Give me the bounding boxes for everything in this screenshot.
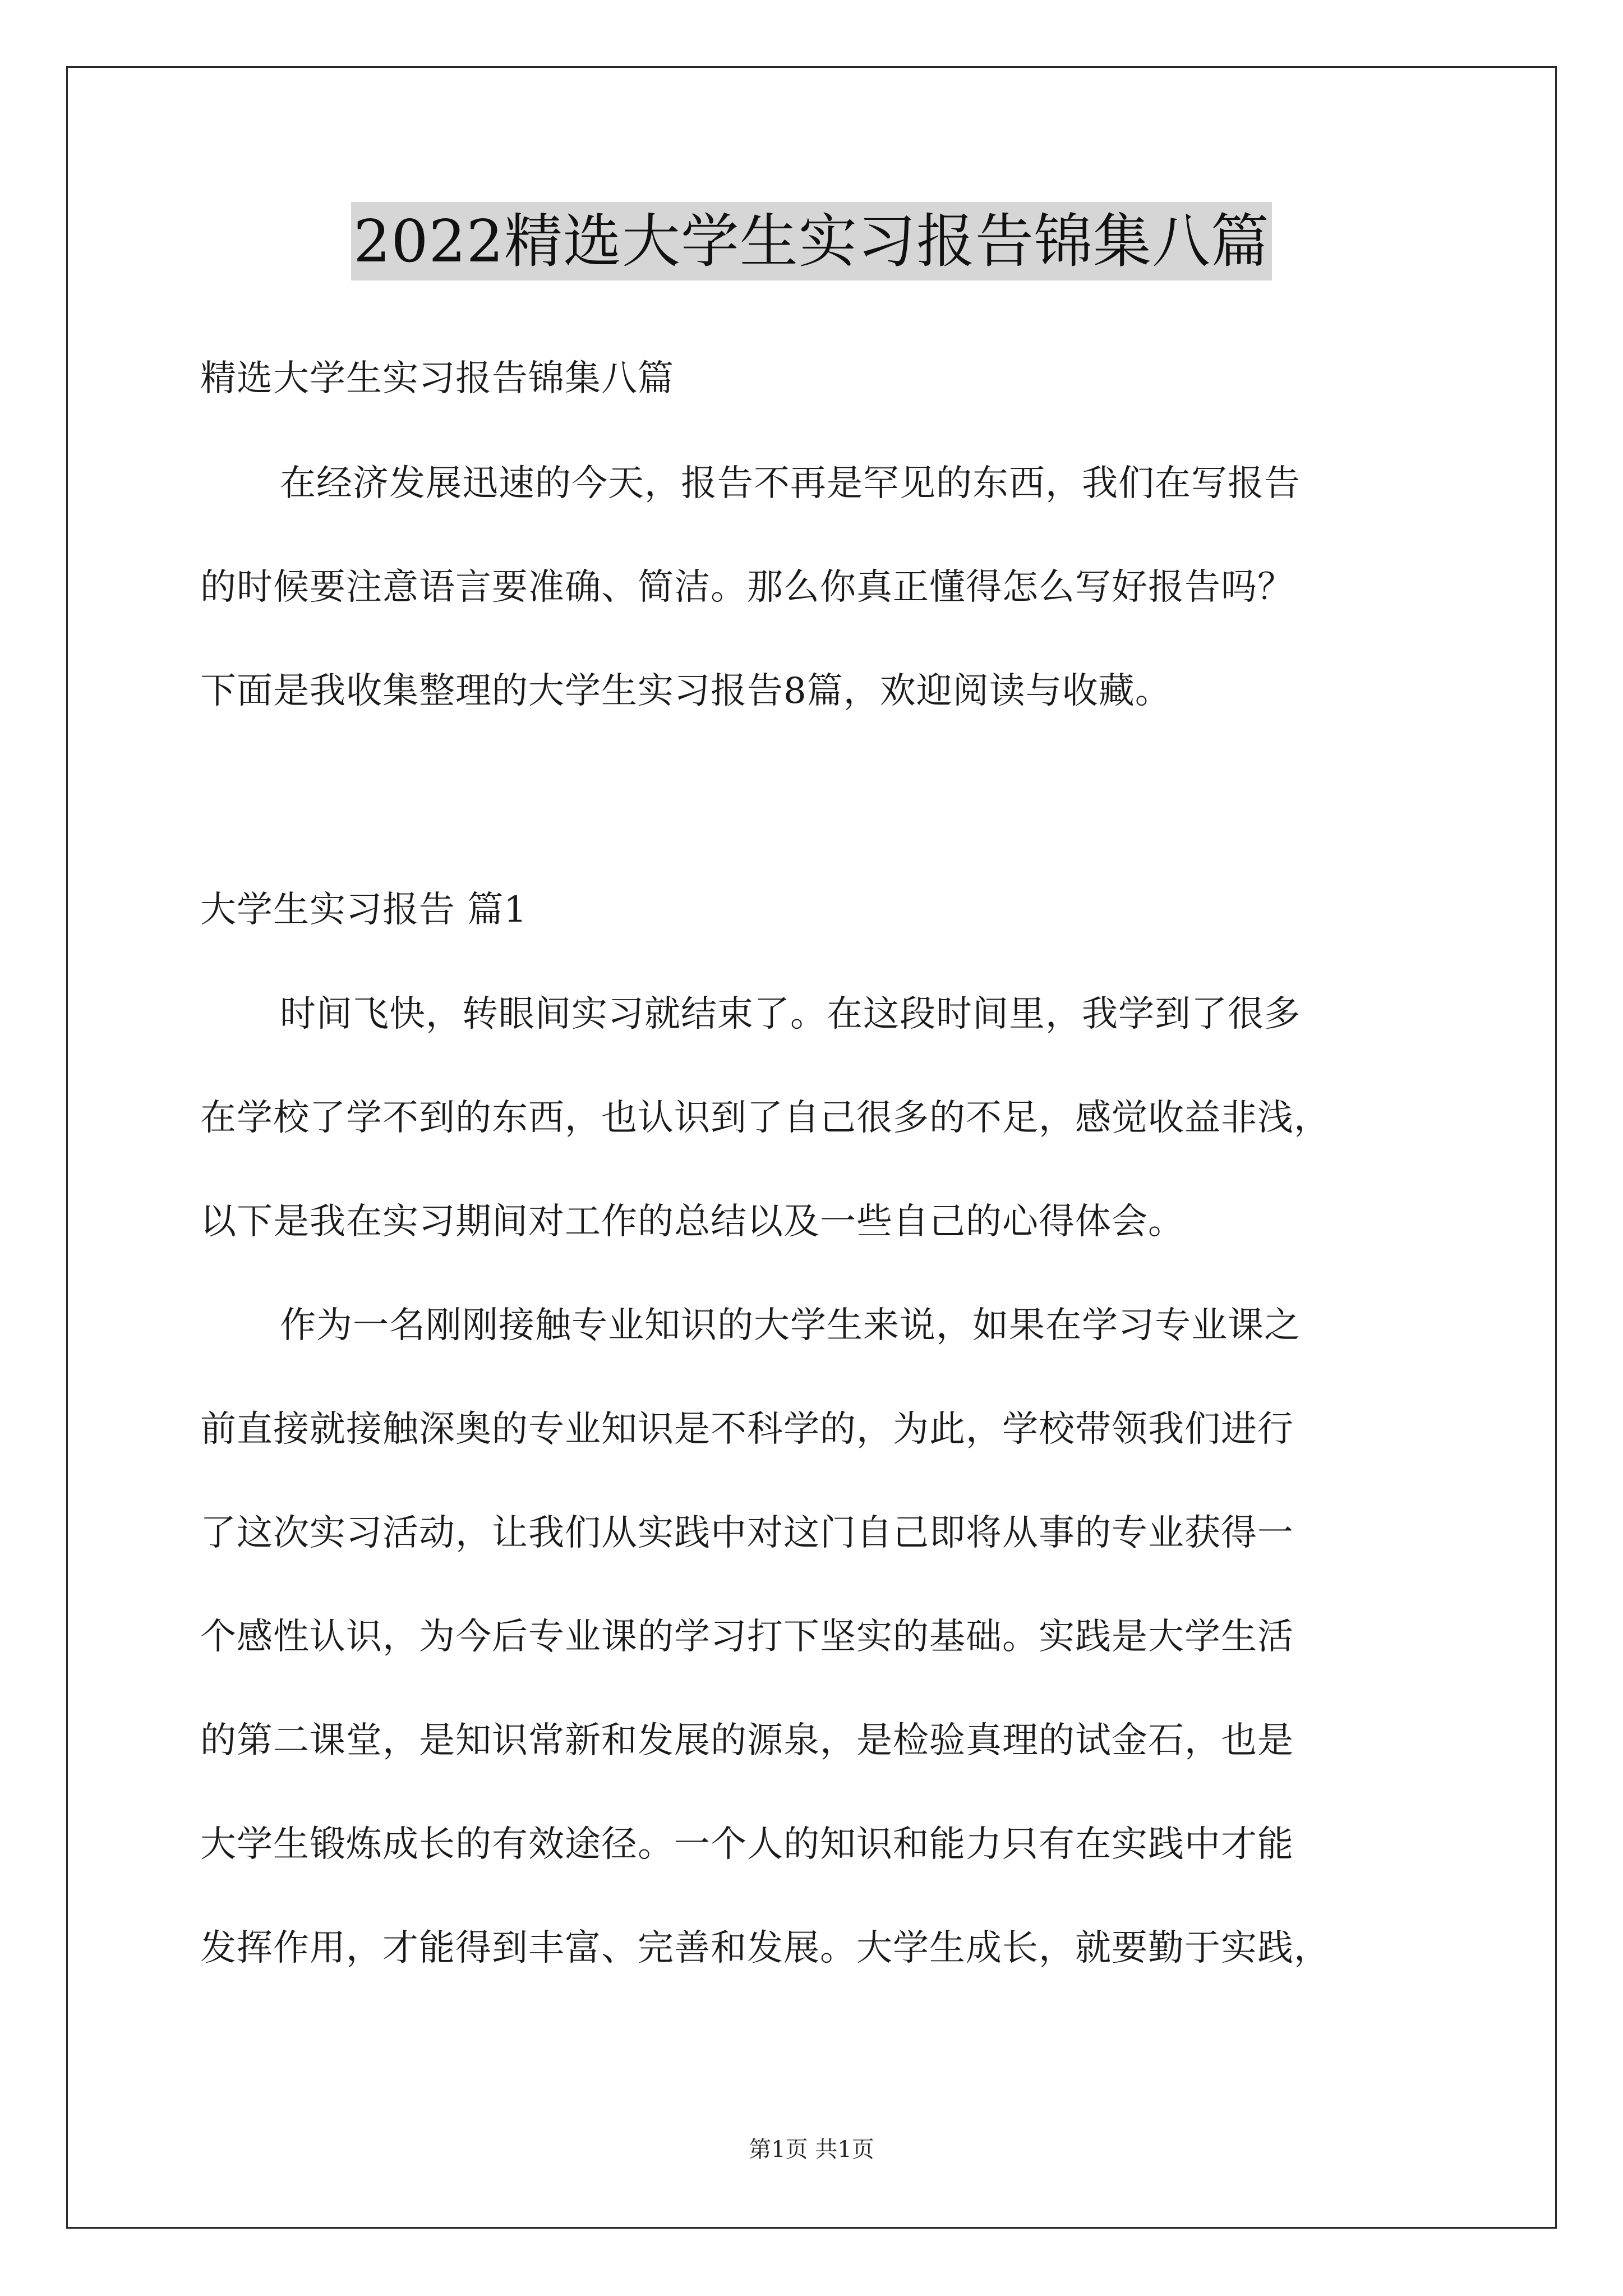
paragraph-line: 以下是我在实习期间对工作的总结以及一些自己的心得体会。 (200, 1201, 1184, 1243)
paragraph-line: 大学生锻炼成长的有效途径。一个人的知识和能力只有在实践中才能 (200, 1824, 1294, 1865)
intro-line: 的时候要注意语言要准确、简洁。那么你真正懂得怎么写好报告吗？ (200, 567, 1294, 608)
intro-line: 在经济发展迅速的今天，报告不再是罕见的东西，我们在写报告 (280, 463, 1301, 504)
paragraph-line: 前直接就接触深奥的专业知识是不科学的，为此，学校带领我们进行 (200, 1409, 1294, 1450)
paragraph-line: 个感性认识，为今后专业课的学习打下坚实的基础。实践是大学生活 (200, 1616, 1294, 1658)
paragraph-line: 的第二课堂，是知识常新和发展的源泉，是检验真理的试金石，也是 (200, 1720, 1294, 1761)
paragraph-line: 在学校了学不到的东西，也认识到了自己很多的不足，感觉收益非浅， (200, 1097, 1330, 1139)
paragraph-line: 了这次实习活动，让我们从实践中对这门自己即将从事的专业获得一 (200, 1512, 1294, 1554)
document-subtitle: 精选大学生实习报告锦集八篇 (200, 358, 674, 399)
page-number: 第1页 共1页 (749, 2137, 874, 2162)
page-footer (0, 2132, 1623, 2164)
intro-line: 下面是我收集整理的大学生实习报告8篇，欢迎阅读与收藏。 (200, 670, 1172, 712)
paragraph-line: 发挥作用，才能得到丰富、完善和发展。大学生成长，就要勤于实践， (200, 1927, 1330, 1969)
document-title: 2022精选大学生实习报告锦集八篇 (351, 202, 1272, 280)
section-heading: 大学生实习报告 篇1 (200, 889, 528, 931)
paragraph-line: 作为一名刚刚接触专业知识的大学生来说，如果在学习专业课之 (280, 1305, 1301, 1346)
title-container (0, 202, 1623, 280)
paragraph-line: 时间飞快，转眼间实习就结束了。在这段时间里，我学到了很多 (280, 993, 1301, 1035)
